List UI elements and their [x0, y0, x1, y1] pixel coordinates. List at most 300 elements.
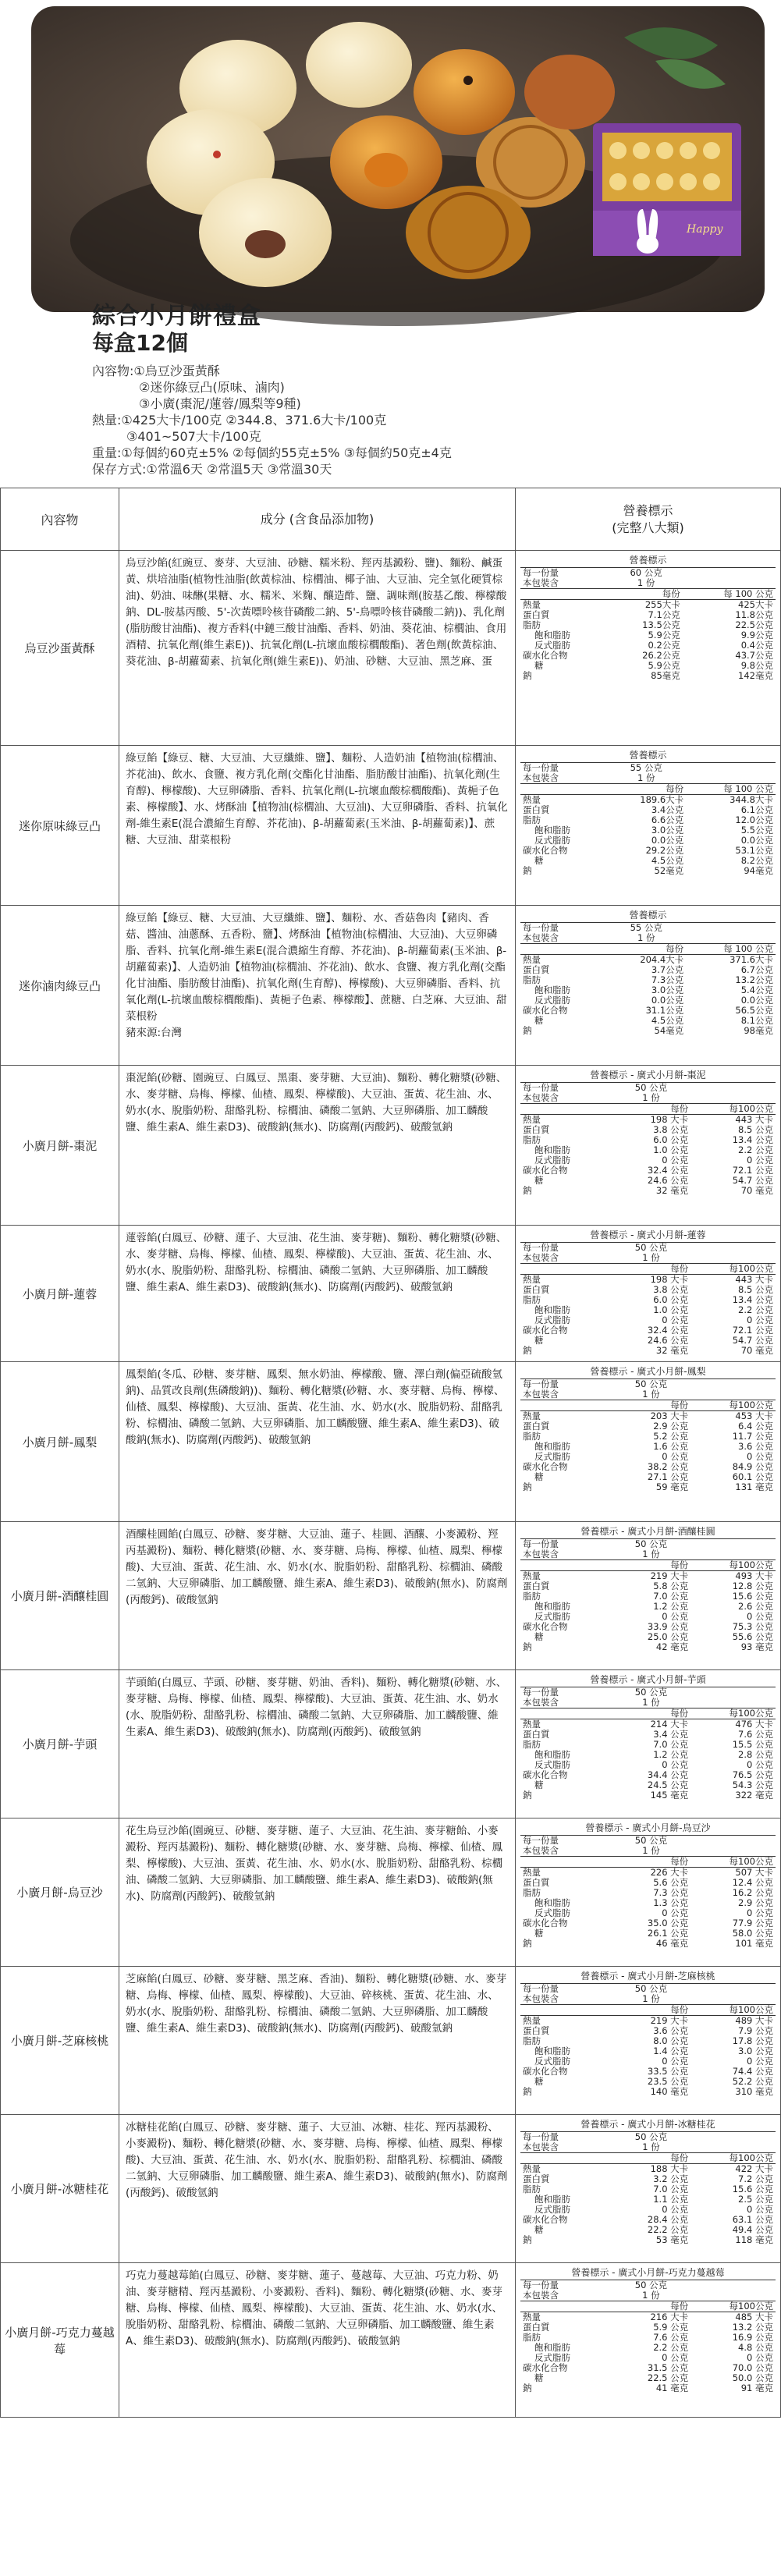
nutrient-per-serving: 3.2 公克 [653, 2173, 689, 2184]
nutrient-per-100g: 55.6 公克 [732, 1631, 773, 1642]
per-serving-head: 每份 [612, 1708, 690, 1719]
page-title: 綜合小月餅禮盒 [92, 303, 261, 330]
nutrient-row [520, 600, 776, 611]
nutrient-per-100g: 0 公克 [747, 1451, 773, 1462]
nutrition-head-row [520, 1560, 776, 1571]
nutrient-per-serving: 7.0 公克 [653, 2184, 689, 2195]
ingredients-text: 芝麻餡(白鳳豆、砂糖、麥芽糖、黑芝麻、香油)、麵粉、轉化糖漿(砂糖、水、麥芽糖、烏梅、檸檬、仙楂、鳳梨、檸檬酸)、大豆油、碎核桃、蛋黃、花生油、水、奶水(水、脫脂奶粉、甜酪乳粉、棕櫚油、磷酸二氫鈉、大豆卵磷脂、加工麟酸鹽、維生素A、維生素D3)、破酸鈉(無水)、防腐劑(丙酸鈣)、破酸氫鈉 [119, 1967, 516, 2115]
nutrient-row [520, 1632, 776, 1642]
header-ingredients: 成分 (含食品添加物) [119, 488, 516, 551]
nutrition-head-row [520, 1857, 776, 1868]
nutrition-head-row [520, 2153, 776, 2164]
nutrition-title-row [520, 909, 776, 923]
nutrition-head-row [520, 1708, 776, 1719]
header-nutrition [516, 488, 781, 551]
gift-box-icon [593, 123, 741, 256]
ingredients-text: 棗泥餡(砂糖、園豌豆、白鳳豆、黑棗、麥芽糖、大豆油)、麵粉、轉化糖漿(砂糖、水、麥芽糖、烏梅、檸檬、仙楂、鳳梨、檸檬酸)、大豆油、蛋黃、花生油、水、奶水(水、脫脂奶粉、甜酪乳粉、棕櫚油、磷酸二氫鈉、大豆卵磷脂、加工麟酸鹽、維生素A、維生素D3)、破酸鈉(無水)、防腐劑(丙酸鈣)、破酸氫鈉 [119, 1066, 516, 1226]
nutrient-per-100g: 98毫克 [744, 1025, 773, 1036]
serving-row [520, 1687, 776, 1698]
per-100g-head: 每100公克 [690, 1104, 776, 1115]
serving-label: 每一份量 [523, 922, 559, 933]
nutrient-per-serving: 1.4 公克 [653, 2046, 689, 2056]
nutrient-per-100g: 94毫克 [744, 865, 773, 876]
nutrient-name: 熱量 [520, 795, 606, 806]
nutrition-facts-table [520, 1069, 776, 1196]
nutrient-name: 糖 [534, 2372, 544, 2383]
nutrient-row [520, 955, 776, 966]
nutrient-per-serving: 33.9 公克 [647, 1621, 689, 1632]
nutrient-per-100g: 0 公克 [747, 1611, 773, 1622]
nutrient-per-serving: 7.6 公克 [653, 2332, 689, 2343]
nutrient-row [520, 1176, 776, 1186]
table-row [1, 906, 781, 1066]
table-row [1, 1818, 781, 1967]
serving-value: 55 公克 [630, 922, 662, 933]
nutrient-name: 碳水化合物 [523, 1165, 568, 1176]
nutrient-name: 飽和脂肪 [534, 1601, 570, 1612]
nutrition-title-row [520, 1229, 776, 1243]
product-name: 小廣月餅-芋頭 [1, 1670, 119, 1818]
nutrient-name: 脂肪 [523, 1294, 541, 1305]
servings-value: 1 份 [637, 577, 655, 588]
serving-row [520, 1243, 776, 1254]
nutrient-per-serving: 24.6 公克 [647, 1335, 689, 1346]
nutrient-per-serving: 46 毫克 [655, 1938, 689, 1949]
nutrient-row [520, 1115, 776, 1126]
nutrient-name: 熱量 [520, 1115, 612, 1126]
nutrient-per-100g: 0 公克 [747, 1759, 773, 1770]
nutrient-per-100g: 72.1 公克 [732, 1325, 773, 1336]
nutrient-name: 反式脂肪 [534, 1907, 570, 1918]
nutrition-head-row [520, 1264, 776, 1275]
nutrient-per-100g: 8.1公克 [740, 1015, 773, 1026]
nutrient-name: 鈉 [523, 1481, 532, 1492]
per-serving-head: 每份 [612, 1400, 690, 1411]
nutrient-per-serving: 255大卡 [609, 600, 682, 611]
nutrient-per-100g: 344.8大卡 [686, 795, 776, 806]
nutrient-per-serving: 52毫克 [654, 865, 684, 876]
servings-value: 1 份 [637, 772, 655, 783]
nutrient-per-100g: 3.0 公克 [738, 2046, 773, 2056]
nutrient-name: 糖 [534, 1631, 544, 1642]
nutrition-facts-table [520, 1229, 776, 1356]
nutrient-per-100g: 5.5公克 [740, 825, 773, 836]
nutrient-per-100g: 9.8公克 [740, 660, 773, 671]
servings-value: 1 份 [642, 1389, 660, 1400]
storage-row [92, 461, 780, 477]
nutrient-name: 飽和脂肪 [534, 985, 570, 995]
nutrition-title-row [520, 1673, 776, 1687]
nutrition-facts-table [520, 1822, 776, 1949]
nutrient-name: 蛋白質 [523, 1421, 550, 1432]
nutrient-per-100g: 0 公克 [747, 2056, 773, 2067]
nutrient-per-100g: 54.7 公克 [732, 1335, 773, 1346]
nutrient-per-serving: 22.2 公克 [647, 2224, 689, 2235]
nutrient-per-100g: 6.1公克 [740, 804, 773, 815]
table-header-row [1, 488, 781, 551]
nutrient-per-serving: 0 公克 [662, 1907, 689, 1918]
nutrient-name: 脂肪 [523, 2184, 541, 2195]
nutrient-row [520, 1642, 776, 1652]
serving-row [520, 1836, 776, 1847]
nutrient-name: 反式脂肪 [534, 995, 570, 1006]
per-serving-head: 每份 [612, 2005, 690, 2016]
per-100g-head: 每 100 公克 [686, 944, 776, 955]
nutrient-per-serving: 0 公克 [662, 1451, 689, 1462]
table-row [1, 1670, 781, 1818]
nutrient-name: 鈉 [523, 1345, 532, 1356]
nutrition-cell [516, 2263, 781, 2418]
nutrient-per-100g: 13.4 公克 [732, 1134, 773, 1145]
page-subtitle: 每盒12個 [92, 330, 188, 356]
nutrient-row [520, 671, 776, 681]
nutrient-name: 熱量 [520, 955, 606, 966]
serving-value: 55 公克 [630, 762, 662, 773]
nutrient-name: 脂肪 [523, 1134, 541, 1145]
nutrient-per-100g: 50.0 公克 [732, 2372, 773, 2383]
per-100g-head: 每 100 公克 [686, 784, 776, 795]
nutrient-per-serving: 24.6 公克 [647, 1175, 689, 1186]
nutrient-name: 熱量 [520, 600, 609, 611]
nutrition-cell [516, 1226, 781, 1362]
serving-value: 50 公克 [634, 2280, 668, 2290]
nutrient-per-serving: 6.0 公克 [653, 1134, 689, 1145]
nutrient-per-100g: 52.2 公克 [732, 2076, 773, 2087]
nutrient-row [520, 2235, 776, 2245]
nutrient-row [520, 1790, 776, 1801]
nutrient-name: 反式脂肪 [534, 1451, 570, 1462]
nutrient-name: 飽和脂肪 [534, 2194, 570, 2205]
nutrient-per-100g: 15.6 公克 [732, 2184, 773, 2195]
servings-label: 本包裝含 [523, 2290, 559, 2301]
product-name: 迷你滷肉綠豆凸 [1, 906, 119, 1066]
nutrient-per-serving: 5.2 公克 [653, 1431, 689, 1442]
serving-label: 每一份量 [523, 762, 559, 773]
nutrient-per-100g: 12.8 公克 [732, 1581, 773, 1591]
serving-value: 50 公克 [634, 1082, 668, 1093]
product-name: 小廣月餅-芝麻核桃 [1, 1967, 119, 2115]
nutrient-per-100g: 7.9 公克 [738, 2025, 773, 2036]
nutrient-per-serving: 3.4 公克 [653, 1729, 689, 1740]
nutrient-per-serving: 27.1 公克 [647, 1471, 689, 1482]
nutrition-facts-table [520, 2118, 776, 2245]
nutrient-name: 反式脂肪 [534, 835, 570, 846]
nutrient-per-serving: 41 毫克 [655, 2383, 689, 2393]
nutrient-per-100g: 15.6 公克 [732, 1591, 773, 1602]
nutrition-title: 營養標示 - 廣式小月餅-冰糖桂花 [520, 2118, 776, 2132]
nutrient-name: 碳水化合物 [523, 1005, 568, 1016]
servings-label: 本包裝含 [523, 772, 559, 783]
nutrient-row [520, 661, 776, 671]
servings-value: 1 份 [642, 2141, 660, 2152]
per-100g-head: 每100公克 [690, 1708, 776, 1719]
product-name: 小廣月餅-鳳梨 [1, 1362, 119, 1522]
nutrient-per-serving: 1.2 公克 [653, 1749, 689, 1760]
table-row [1, 2263, 781, 2418]
serving-row [520, 763, 776, 774]
nutrient-per-serving: 2.2 公克 [653, 2342, 689, 2353]
product-name: 小廣月餅-棗泥 [1, 1066, 119, 1226]
nutrient-per-100g: 22.5公克 [735, 619, 773, 630]
nutrient-row [520, 2016, 776, 2027]
nutrient-per-100g: 13.2 公克 [732, 2322, 773, 2333]
nutrient-per-serving: 5.9 公克 [653, 2322, 689, 2333]
servings-value: 1 份 [642, 1092, 660, 1103]
nutrient-per-100g: 422 大卡 [690, 2164, 776, 2175]
nutrient-row [520, 866, 776, 876]
nutrition-title-row [520, 2266, 776, 2280]
table-row [1, 1362, 781, 1522]
nutrient-per-serving: 0 公克 [662, 1155, 689, 1166]
nutrient-name: 熱量 [520, 2164, 612, 2175]
nutrient-per-serving: 6.0 公克 [653, 1294, 689, 1305]
nutrient-per-100g: 0 公克 [747, 1907, 773, 1918]
nutrient-name: 蛋白質 [523, 2025, 550, 2036]
nutrient-per-serving: 3.6 公克 [653, 2025, 689, 2036]
nutrient-per-serving: 1.3 公克 [653, 1897, 689, 1908]
per-100g-head: 每 100 公克 [683, 589, 776, 600]
nutrient-per-100g: 4.8 公克 [738, 2342, 773, 2353]
nutrient-per-100g: 11.7 公克 [732, 1431, 773, 1442]
nutrient-per-100g: 0 公克 [747, 1315, 773, 1325]
per-100g-head: 每100公克 [690, 1857, 776, 1868]
nutrient-name: 反式脂肪 [534, 1759, 570, 1770]
nutrient-per-serving: 1.2 公克 [653, 1601, 689, 1612]
nutrient-name: 糖 [534, 2224, 544, 2235]
header-contents: 內容物 [1, 488, 119, 551]
nutrient-name: 鈉 [523, 1641, 532, 1652]
nutrient-per-100g: 70 毫克 [740, 1345, 773, 1356]
header-nutrition-sub: (完整八大類) [612, 520, 684, 535]
nutrient-name: 脂肪 [523, 1591, 541, 1602]
nutrient-per-serving: 24.5 公克 [647, 1779, 689, 1790]
mooncake-photo [31, 6, 765, 312]
nutrition-title-row [520, 749, 776, 763]
nutrient-per-serving: 3.7公克 [651, 964, 684, 975]
servings-value: 1 份 [642, 1697, 660, 1708]
per-100g-head: 每100公克 [690, 2301, 776, 2312]
nutrient-per-serving: 4.5公克 [651, 1015, 684, 1026]
per-serving-head: 每份 [612, 1104, 690, 1115]
servings-row [520, 1093, 776, 1104]
nutrient-per-100g: 12.0公克 [735, 814, 773, 825]
nutrient-name: 糖 [534, 855, 544, 866]
nutrient-per-100g: 84.9 公克 [732, 1461, 773, 1472]
nutrient-per-100g: 15.5 公克 [732, 1739, 773, 1750]
serving-label: 每一份量 [523, 2131, 559, 2142]
nutrient-row [520, 1719, 776, 1730]
nutrient-name: 蛋白質 [523, 2322, 550, 2333]
table-row [1, 1066, 781, 1226]
nutrient-per-serving: 203 大卡 [612, 1411, 690, 1422]
contents-item-1: ①烏豆沙蛋黃酥 [133, 364, 220, 378]
nutrient-per-serving: 22.5 公克 [647, 2372, 689, 2383]
nutrient-per-100g: 2.2 公克 [738, 1144, 773, 1155]
nutrient-per-100g: 2.9 公克 [738, 1897, 773, 1908]
nutrient-per-serving: 0.0公克 [651, 995, 684, 1006]
nutrient-per-serving: 3.4公克 [651, 804, 684, 815]
per-serving-head: 每份 [612, 1560, 690, 1571]
nutrient-name: 碳水化合物 [523, 1461, 568, 1472]
storage-value: ①常溫6天 ②常溫5天 ③常溫30天 [146, 462, 332, 477]
nutrient-name: 鈉 [523, 1185, 532, 1196]
nutrient-per-serving: 3.8 公克 [653, 1284, 689, 1295]
ingredients-text: 巧克力蔓越莓餡(白鳳豆、砂糖、麥芽糖、蓮子、蔓越莓、大豆油、巧克力粉、奶油、麥芽糖精、羥丙基澱粉、小麥澱粉、香料)、麵粉、轉化糖漿(砂糖、水、麥芽糖、烏梅、檸檬、仙楂、鳳梨、檸檬酸)、大豆油、蛋黃、花生油、水、奶水(水、脫脂奶粉、甜酪乳粉、棕櫚油、磷酸二氫鈉、大豆卵磷脂、加工麟酸鹽、維生素A、維生素D3)、破酸鈉(無水)、防腐劑(丙酸鈣)、破酸氫鈉 [119, 2263, 516, 2418]
product-name: 烏豆沙蛋黃酥 [1, 551, 119, 746]
servings-value: 1 份 [642, 1993, 660, 2004]
per-serving-head: 每份 [606, 784, 686, 795]
nutrition-cell [516, 746, 781, 906]
nutrient-per-serving: 145 毫克 [650, 1790, 689, 1801]
nutrition-cell [516, 1522, 781, 1670]
nutrient-per-serving: 32.4 公克 [647, 1325, 689, 1336]
nutrient-per-100g: 49.4 公克 [732, 2224, 773, 2235]
serving-value: 50 公克 [634, 1538, 668, 1549]
per-serving-head: 每份 [612, 2301, 690, 2312]
nutrient-name: 反式脂肪 [534, 1315, 570, 1325]
per-100g-head: 每100公克 [690, 1400, 776, 1411]
nutrition-title: 營養標示 - 廣式小月餅-鳳梨 [520, 1365, 776, 1379]
nutrient-name: 蛋白質 [523, 1124, 550, 1135]
nutrient-name: 鈉 [523, 1938, 532, 1949]
nutrient-per-serving: 226 大卡 [612, 1868, 690, 1879]
nutrient-per-100g: 0 公克 [747, 1155, 773, 1166]
nutrient-per-100g: 70.0 公克 [732, 2362, 773, 2373]
nutrient-per-100g: 489 大卡 [690, 2016, 776, 2027]
nutrient-per-serving: 31.1公克 [645, 1005, 684, 1016]
nutrient-per-serving: 7.1公克 [648, 609, 680, 620]
nutrient-per-100g: 53.1公克 [735, 845, 773, 856]
nutrient-per-100g: 70 毫克 [740, 1185, 773, 1196]
nutrient-per-100g: 9.9公克 [740, 630, 773, 640]
nutrient-per-100g: 493 大卡 [690, 1571, 776, 1582]
nutrient-name: 熱量 [520, 2016, 612, 2027]
nutrient-per-serving: 2.9 公克 [653, 1421, 689, 1432]
nutrient-per-100g: 8.5 公克 [738, 1124, 773, 1135]
ingredients-text: 綠豆餡【綠豆、糖、大豆油、大豆纖維、鹽】、麵粉、人造奶油【植物油(棕櫚油、芥花油)、飲水、食鹽、複方乳化劑(交酯化甘油酯、脂肪酸甘油酯)、抗氧化劑(生育醇)、檸檬酸)、大豆卵磷脂、香料、抗氧化劑(L-抗壞血酸棕櫚酸酯)、黃梔子色素、檸檬酸】、水、烤酥油【植物油(棕櫚油、大豆油)、大豆卵磷脂、香料、抗氧化劑-維生素E(混合濃縮生育醇、芥花油)、β-胡蘿蔔素(玉米油、β-胡蘿蔔素)】、蔗糖、大豆油、甜菜根粉 [119, 746, 516, 906]
nutrient-per-serving: 29.2公克 [645, 845, 684, 856]
nutrient-per-100g: 310 毫克 [735, 2086, 773, 2097]
header-nutrition-title: 營養標示 [623, 502, 673, 518]
nutrient-row [520, 846, 776, 856]
nutrient-name: 鈉 [523, 670, 532, 681]
nutrient-per-serving: 0 公克 [662, 2352, 689, 2363]
nutrition-title-row [520, 1822, 776, 1836]
per-100g-head: 每100公克 [690, 1560, 776, 1571]
nutrient-per-serving: 26.1 公克 [647, 1928, 689, 1939]
serving-label: 每一份量 [523, 1242, 559, 1253]
nutrient-name: 反式脂肪 [534, 640, 570, 651]
nutrient-name: 反式脂肪 [534, 2056, 570, 2067]
nutrient-per-100g: 0.0公克 [740, 835, 773, 846]
ingredients-text: 烏豆沙餡(紅豌豆、麥芽、大豆油、砂糖、糯米粉、羥丙基澱粉、鹽)、麵粉、鹹蛋黃、烘培油脂(植物性油脂(飲黃棕油、棕櫚油、椰子油、大豆油、完全氫化硬質棕油)、奶油、味醂(果糖、水、糯米、米麴、釀造酢、鹽、調味劑(胺基乙酸、檸檬酸鈉、DL-胺基丙酸、5'-次黃嘌呤核苷磷酸二鈉、5'-鳥嘌呤核苷磷酸二鈉))、乳化劑(脂肪酸甘油酯)、複方香料(中鏈三酸甘油酯、香料、奶油、葵花油、棕櫚油、食用酒精、抗氧化劑(維生素E))、抗氧化劑(L-抗壞血酸棕櫚酸酯)、著色劑(飲黃棕油、葵花油、β-胡蘿蔔素、抗氧化劑(維生素E))、奶油、砂糖、大豆油、黑芝麻、蛋 [119, 551, 516, 746]
contents-item-3: ③小廣(棗泥/蓮蓉/鳳梨等9種) [139, 396, 301, 411]
nutrient-per-100g: 7.6 公克 [738, 1729, 773, 1740]
nutrient-name: 飽和脂肪 [534, 1441, 570, 1452]
nutrition-head-row [520, 1400, 776, 1411]
serving-value: 50 公克 [634, 1242, 668, 1253]
nutrient-per-100g: 131 毫克 [735, 1481, 773, 1492]
servings-label: 本包裝含 [523, 1389, 559, 1400]
nutrient-row [520, 1571, 776, 1582]
nutrient-per-serving: 0 公克 [662, 1759, 689, 1770]
nutrient-name: 糖 [534, 2076, 544, 2087]
nutrient-per-100g: 371.6大卡 [686, 955, 776, 966]
product-info [0, 324, 780, 488]
servings-label: 本包裝含 [523, 932, 559, 943]
servings-label: 本包裝含 [523, 2141, 559, 2152]
table-row [1, 1522, 781, 1670]
product-name: 迷你原味綠豆凸 [1, 746, 119, 906]
nutrient-name: 熱量 [520, 1571, 612, 1582]
nutrient-per-serving: 33.5 公克 [647, 2066, 689, 2077]
nutrient-per-serving: 1.0 公克 [653, 1144, 689, 1155]
nutrient-per-100g: 3.6 公克 [738, 1441, 773, 1452]
ingredients-text: 花生烏豆沙餡(園豌豆、砂糖、麥芽糖、蓮子、大豆油、花生油、麥芽糖飴、小麥澱粉、羥丙基澱粉)、麵粉、轉化糖漿(砂糖、水、麥芽糖、烏梅、檸檬、仙楂、鳳梨、檸檬酸)、大豆油、蛋黃、花生油、水、奶水(水、脫脂奶粉、甜酪乳粉、棕櫚油、磷酸二氫鈉、大豆卵磷脂、加工麟酸鹽、維生素A、維生素D3)、破酸鈉(無水)、防腐劑(丙酸鈣)、破酸氫鈉 [119, 1818, 516, 1967]
servings-row [520, 1846, 776, 1857]
nutrient-name: 碳水化合物 [523, 2214, 568, 2225]
nutrient-name: 蛋白質 [523, 804, 550, 815]
nutrient-per-serving: 7.3公克 [651, 974, 684, 985]
weight-value: ①每個約60克±5% ②每個約55克±5% ③每個約50克±4克 [121, 445, 452, 460]
contents-item-2: ②迷你綠豆凸(原味、滷肉) [139, 380, 285, 395]
nutrient-per-serving: 0 公克 [662, 1315, 689, 1325]
nutrient-per-100g: 118 毫克 [735, 2234, 773, 2245]
serving-row [520, 1379, 776, 1390]
servings-value: 1 份 [642, 1549, 660, 1559]
serving-label: 每一份量 [523, 1835, 559, 1846]
nutrient-name: 鈉 [523, 1790, 532, 1801]
table-row [1, 2115, 781, 2263]
serving-value: 50 公克 [634, 1378, 668, 1389]
nutrition-cell [516, 906, 781, 1066]
per-serving-head: 每份 [609, 589, 682, 600]
nutrient-per-serving: 35.0 公克 [647, 1918, 689, 1928]
nutrient-per-100g: 101 毫克 [735, 1938, 773, 1949]
nutrient-per-serving: 4.5公克 [651, 855, 684, 866]
table-row [1, 1967, 781, 2115]
nutrient-name: 飽和脂肪 [534, 1304, 570, 1315]
nutrient-name: 脂肪 [523, 2035, 541, 2046]
contents-row [92, 363, 780, 379]
nutrient-row [520, 2373, 776, 2383]
servings-label: 本包裝含 [523, 1549, 559, 1559]
nutrient-name: 反式脂肪 [534, 2352, 570, 2363]
table-row [1, 551, 781, 746]
nutrient-name: 碳水化合物 [523, 1769, 568, 1780]
nutrient-name: 鈉 [523, 2383, 532, 2393]
servings-row [520, 1253, 776, 1264]
hero-banner [0, 0, 780, 356]
nutrient-row [520, 1186, 776, 1196]
nutrient-name: 鈉 [523, 865, 532, 876]
per-serving-head: 每份 [612, 1264, 690, 1275]
nutrient-name: 糖 [534, 1779, 544, 1790]
nutrient-per-100g: 76.5 公克 [732, 1769, 773, 1780]
servings-value: 1 份 [637, 932, 655, 943]
serving-row [520, 1083, 776, 1094]
nutrition-facts-table [520, 1673, 776, 1801]
nutrient-per-serving: 5.9公克 [648, 630, 680, 640]
nutrition-head-row [520, 1104, 776, 1115]
nutrient-per-serving: 34.4 公克 [647, 1769, 689, 1780]
nutrient-per-serving: 25.0 公克 [647, 1631, 689, 1642]
servings-row [520, 1389, 776, 1400]
nutrient-per-serving: 3.0公克 [651, 825, 684, 836]
servings-row [520, 773, 776, 784]
nutrient-name: 飽和脂肪 [534, 2342, 570, 2353]
nutrient-per-100g: 6.4 公克 [738, 1421, 773, 1432]
